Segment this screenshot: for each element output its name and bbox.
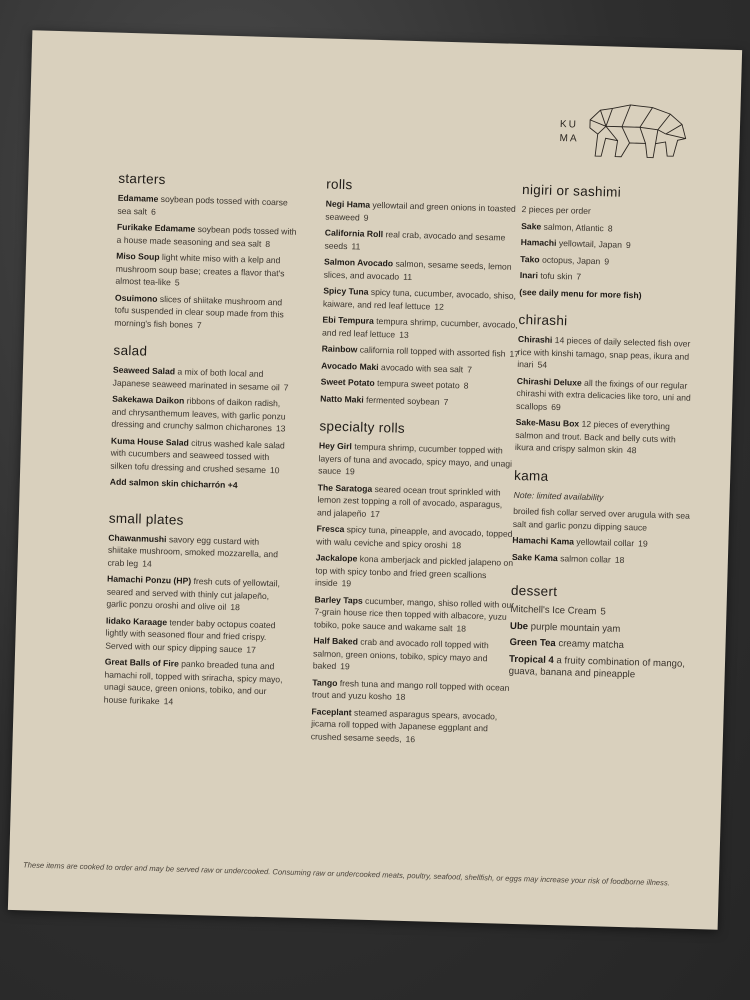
section-title-salad: salad bbox=[113, 342, 148, 359]
nigiri-footnote: (see daily menu for more fish) bbox=[519, 286, 642, 300]
section-title-chirashi: chirashi bbox=[518, 311, 568, 329]
column-right bbox=[508, 182, 702, 697]
section-kama bbox=[512, 467, 695, 567]
column-left bbox=[103, 171, 298, 725]
menu-item: Great Balls of Fire panko breaded tuna and hamachi roll, topped with sriracha, spicy mayo, unagi sauce, green onions, tobiko, and our house furikake 14 bbox=[103, 656, 283, 706]
menu-item: Chawanmushi savory egg custard with shiitake mushroom, smoked mozzarella, and crab leg 14 bbox=[107, 532, 279, 569]
menu-item: Furikake Edamame soybean pods tossed with a house made seasoning and sea salt 8 bbox=[116, 221, 297, 249]
menu-item: Ebi Tempura tempura shrimp, cucumber, avocado, and red leaf lettuce 13 bbox=[321, 314, 518, 340]
section-nigiri bbox=[519, 182, 702, 303]
menu-item: Hamachi yellowtail, Japan 9 bbox=[520, 236, 631, 251]
menu-item: The Saratoga seared ocean trout sprinkled with lemon zest topping a roll of avocado, asparagus, and jalapeño 17 bbox=[316, 481, 503, 519]
menu-item: Ube purple mountain yam bbox=[509, 620, 621, 635]
menu-item: Avocado Maki avocado with sea salt 7 bbox=[321, 359, 473, 375]
section-chirashi bbox=[515, 312, 699, 458]
menu-item: Fresca spicy tuna, pineapple, and avocado, topped with walu ceviche and spicy oroshi 18 bbox=[316, 523, 513, 550]
menu-item: Inari tofu skin 7 bbox=[519, 269, 582, 282]
menu-item: Rainbow california roll topped with assorted fish 17 bbox=[321, 343, 520, 359]
kama-intro: broiled fish collar served over arugula with sea salt and garlic ponzu dipping sauce bbox=[512, 505, 691, 533]
section-title-specialty-rolls: specialty rolls bbox=[319, 418, 406, 436]
menu-item: Green Tea creamy matcha bbox=[509, 636, 625, 652]
section-title-kama: kama bbox=[513, 467, 549, 484]
menu-item: Chirashi Deluxe all the fixings of our regular chirashi with extra delicacies like toro, uni and scallops 69 bbox=[515, 375, 691, 412]
menu-item: Salmon Avocado salmon, sesame seeds, lemon slices, and avocado 11 bbox=[323, 256, 512, 282]
menu-item: Mitchell's Ice Cream 5 bbox=[510, 603, 606, 618]
menu-item: Iidako Karaage tender baby octopus coated lightly with seasoned flour and fried crispy. Served with our spicy dipping sauce 17 bbox=[105, 615, 276, 655]
menu-item: Sake-Masu Box 12 pieces of everything salmon and trout. Back and belly cuts with ikura and crispy salmon skin 48 bbox=[514, 416, 676, 456]
menu-item: Osuimono slices of shiitake mushroom and tofu suspended in clear soup made from this morning's fish bones 7 bbox=[114, 292, 284, 330]
section-specialty-rolls bbox=[311, 418, 520, 747]
section-title-small-plates: small plates bbox=[108, 510, 184, 528]
menu-item: California Roll real crab, avocado and sesame seeds 11 bbox=[324, 227, 506, 251]
menu-item: Sake Kama salmon collar 18 bbox=[511, 551, 625, 565]
section-rolls bbox=[320, 177, 526, 410]
section-title-starters: starters bbox=[118, 170, 166, 188]
brand-ku: KU bbox=[559, 119, 579, 131]
menu-sheet bbox=[8, 30, 742, 929]
bear-icon bbox=[559, 97, 701, 171]
menu-item: Hamachi Ponzu (HP) fresh cuts of yellowtail, seared and served with thinly cut jalapeño, garlic ponzu oroshi and olive oil 18 bbox=[106, 573, 281, 613]
kuma-logo bbox=[559, 97, 701, 171]
menu-item: Hamachi Kama yellowtail collar 19 bbox=[512, 534, 648, 549]
section-dessert bbox=[509, 583, 692, 683]
brand-ma: MA bbox=[559, 133, 579, 145]
menu-item: Faceplant steamed asparagus spears, avocado, jicama roll topped with Japanese eggplant and crushed sesame seeds, 16 bbox=[310, 705, 498, 744]
menu-item: Miso Soup light white miso with a kelp and mushroom soup base; creates a flavor that's almost tea-like 5 bbox=[115, 250, 285, 288]
menu-item: Sweet Potato tempura sweet potato 8 bbox=[320, 376, 469, 391]
column-middle bbox=[310, 177, 526, 762]
menu-item: Half Baked crab and avocado roll topped with salmon, green onions, tobiko, spicy mayo and baked 19 bbox=[312, 635, 489, 672]
menu-item: Jackalope kona amberjack and pickled jalapeno on top with spicy tonbo and fried green scallions inside 19 bbox=[314, 552, 514, 589]
section-salad bbox=[110, 343, 294, 493]
food-safety-disclaimer: These items are cooked to order and may be served raw or undercooked. Consuming raw or undercooked meats, poultry, seafood, shellfish, or eggs may increase your risk of foodborne illness. bbox=[22, 860, 670, 888]
menu-item: Spicy Tuna spicy tuna, cucumber, avocado, shiso, kaiware, and red leaf lettuce 12 bbox=[322, 285, 517, 312]
menu-item: Kuma House Salad citrus washed kale salad with cucumbers and seaweed tossed with silken tofu dressing and crushed sesame 10 bbox=[110, 435, 285, 475]
menu-item: Tako octopus, Japan 9 bbox=[520, 253, 610, 266]
menu-item: Natto Maki fermented soybean 7 bbox=[320, 392, 449, 407]
section-title-dessert: dessert bbox=[510, 582, 558, 600]
menu-item: Chirashi 14 pieces of daily selected fish over rice with kinshi tamago, snap peas, ikura and inari 54 bbox=[517, 333, 691, 370]
nigiri-note: 2 pieces per order bbox=[521, 203, 592, 216]
menu-item: Barley Taps cucumber, mango, shiso rolled with our 7-grain house rice then topped with albacore, yuzu tobiko, poke sauce and wakame salt 18 bbox=[313, 593, 515, 634]
menu-item: Seaweed Salad a mix of both local and Japanese seaweed marinated in sesame oil 7 bbox=[112, 364, 289, 393]
section-starters bbox=[114, 171, 298, 334]
salad-addon: Add salmon skin chicharrón +4 bbox=[109, 476, 238, 491]
menu-item: Edamame soybean pods tossed with coarse sea salt 6 bbox=[117, 192, 288, 217]
menu-item: Tango fresh tuna and mango roll topped with ocean trout and yuzu kosho 18 bbox=[311, 676, 510, 702]
menu-item: Tropical 4 a fruity combination of mango, guava, banana and pineapple bbox=[508, 653, 686, 681]
menu-item: Sakekawa Daikon ribbons of daikon radish, and chrysanthemum leaves, with garlic ponzu dressing and crunchy salmon chicharones 13 bbox=[111, 393, 286, 434]
menu-item: Negi Hama yellowtail and green onions in toasted seaweed 9 bbox=[325, 198, 516, 223]
kama-note: Note: limited availability bbox=[513, 489, 604, 502]
section-title-nigiri: nigiri or sashimi bbox=[521, 181, 622, 200]
menu-item: Sake salmon, Atlantic 8 bbox=[521, 220, 613, 234]
menu-item: Hey Girl tempura shrimp, cucumber topped with layers of tuna and avocado, spicy mayo, and unagi sauce 19 bbox=[318, 440, 513, 477]
section-title-rolls: rolls bbox=[326, 176, 353, 193]
section-small-plates bbox=[104, 510, 289, 710]
